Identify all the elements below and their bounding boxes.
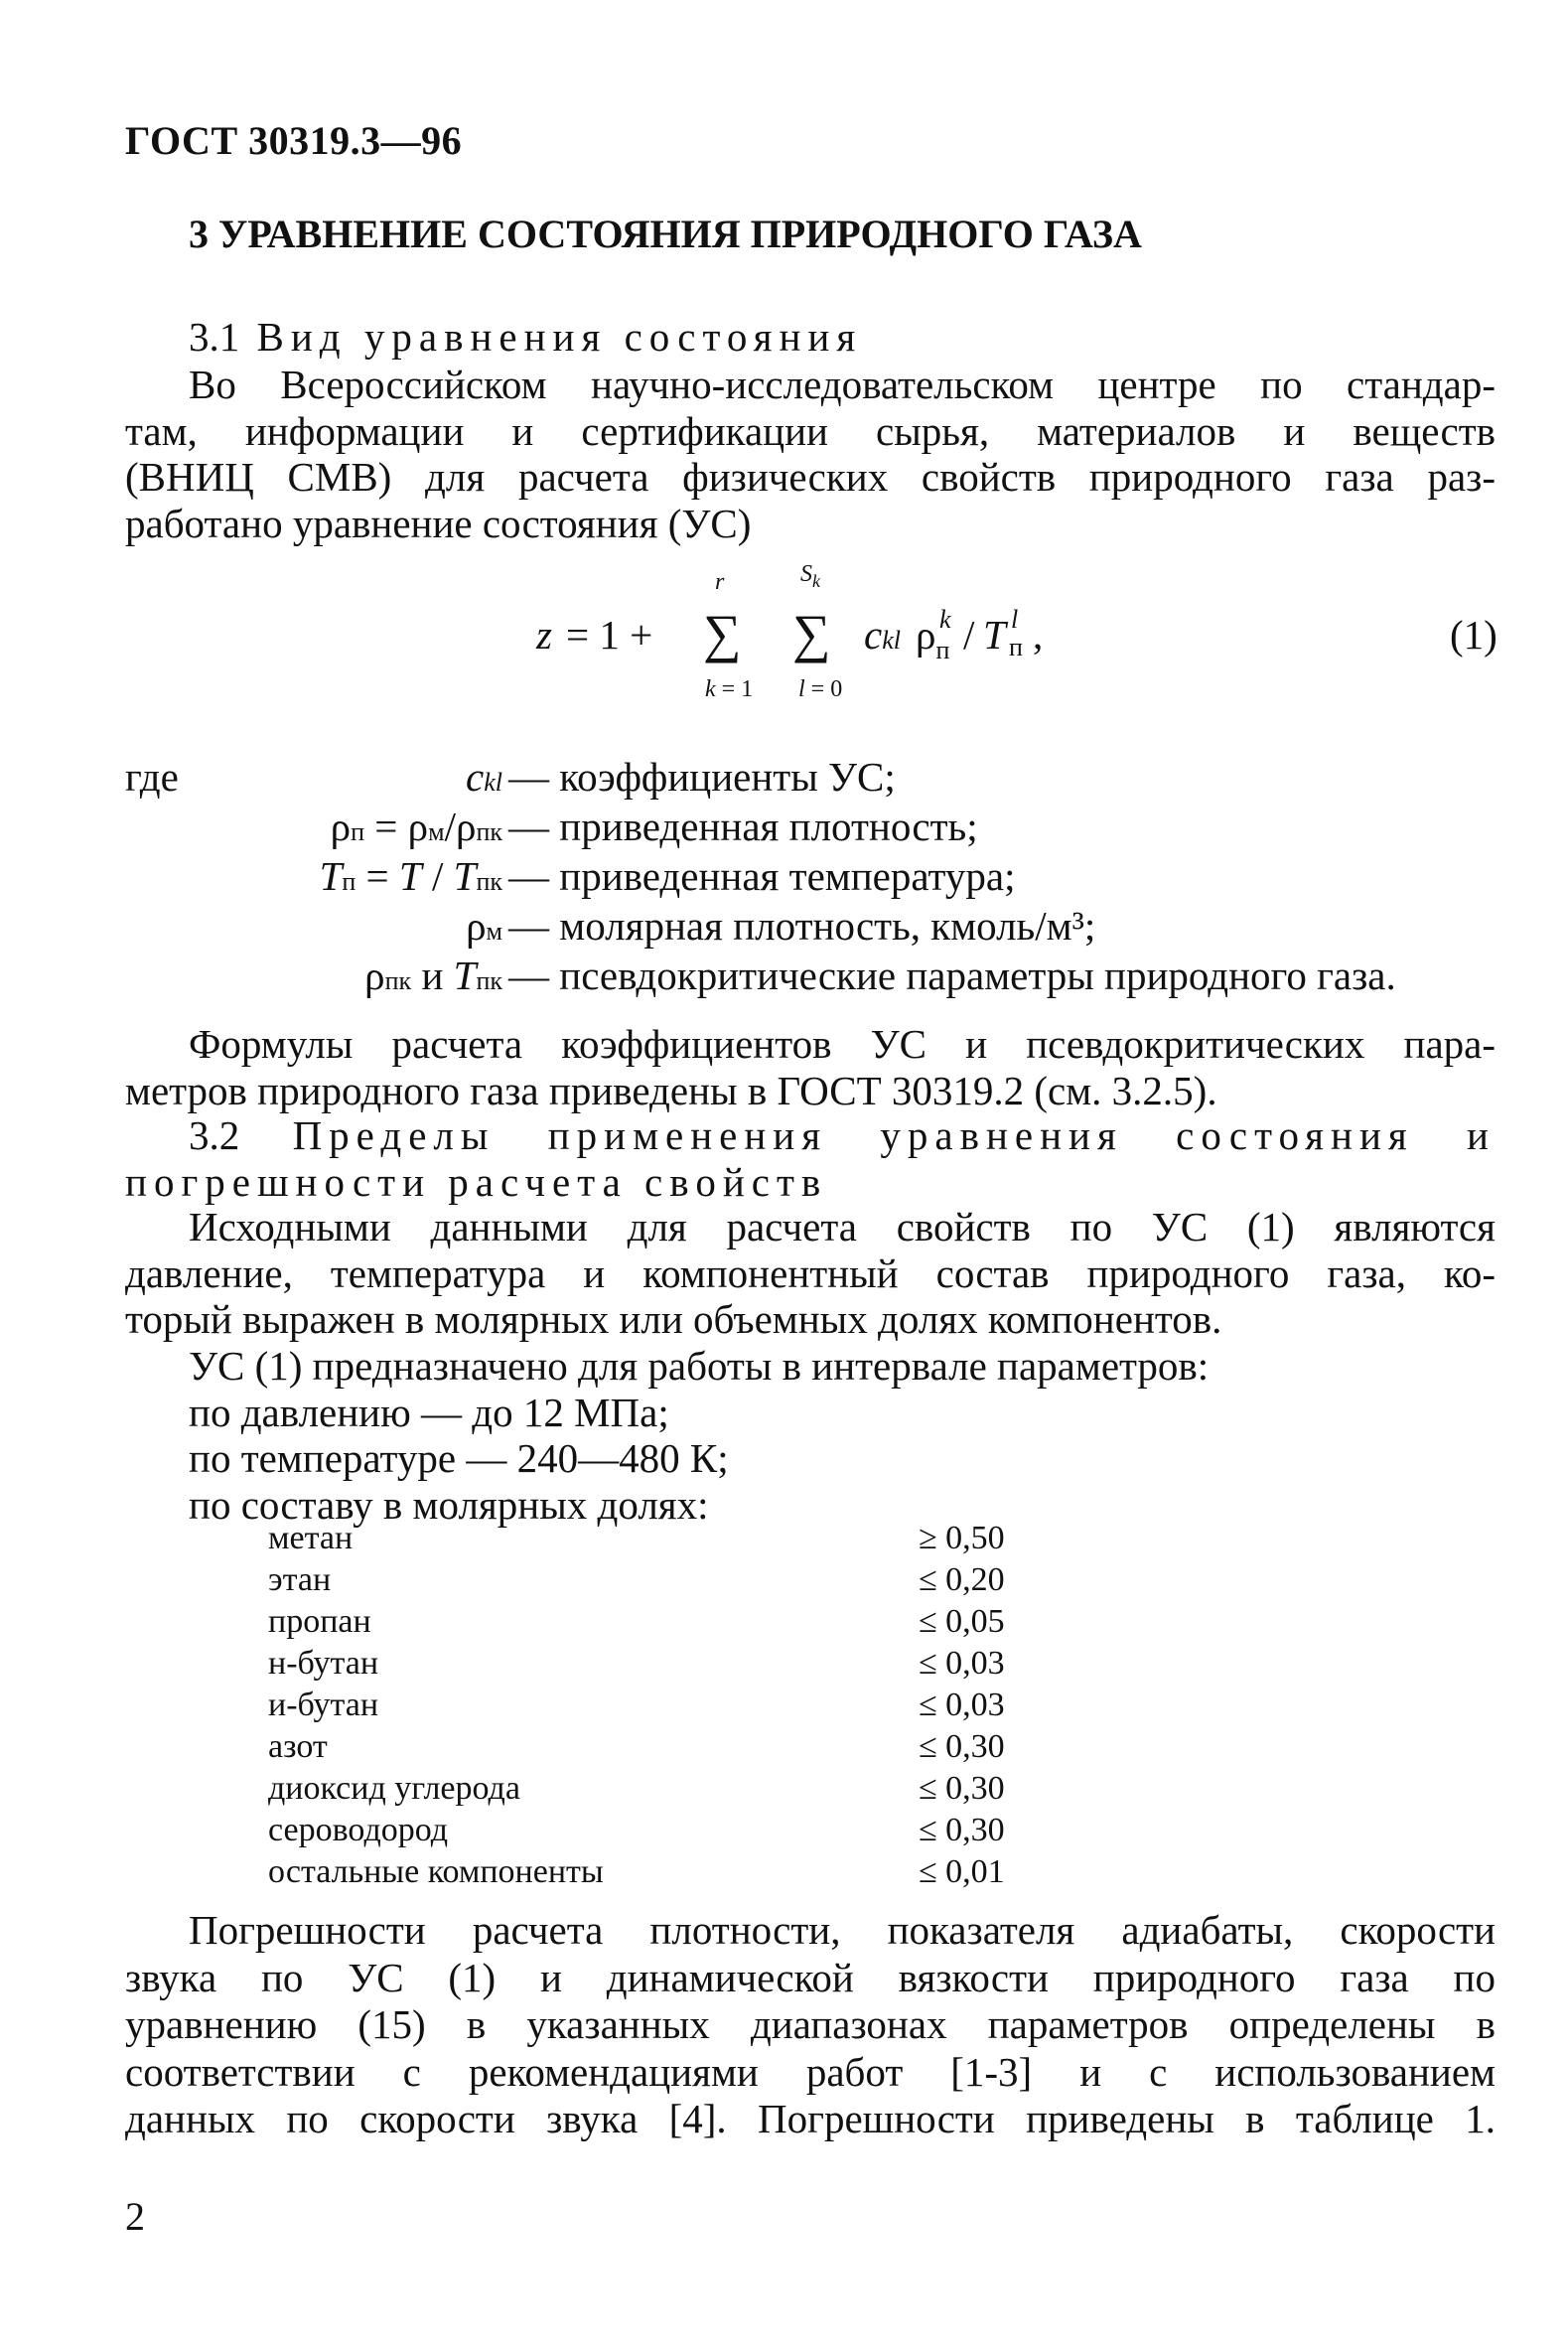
section-title: Вид уравнения состояния xyxy=(256,314,863,360)
range-item: по температуре — 240—480 К; xyxy=(189,1435,729,1481)
text-line: Погрешности расчета плотности, показателя адиабаты, скорости xyxy=(189,1907,1496,1953)
text-line: работано уравнение состояния (УС) xyxy=(125,500,752,546)
legend-desc: — приведенная плотность; xyxy=(508,804,978,849)
legend-term: ρм xyxy=(466,903,502,949)
text-line: звука по УС (1) и динамической вязкости природного газа по xyxy=(125,1954,1496,2000)
list-item: диоксид углерода ≤ 0,30 xyxy=(268,1770,1005,1807)
text-line: Формулы расчета коэффициентов УС и псевдокритических пара- xyxy=(189,1021,1496,1067)
list-item: азот ≤ 0,30 xyxy=(268,1728,1005,1765)
legend-desc: — коэффициенты УС; xyxy=(508,754,896,800)
legend-term: Tп = T / Tпк xyxy=(319,853,502,899)
legend-row xyxy=(125,753,1568,805)
chapter-title: 3 УРАВНЕНИЕ СОСТОЯНИЯ ПРИРОДНОГО ГАЗА xyxy=(189,212,1142,256)
legend-term: ckl xyxy=(466,754,502,800)
text-line: данных по скорости звука [4]. Погрешности приведены в таблице 1. xyxy=(125,2096,1496,2141)
composition-list xyxy=(268,1520,1063,1897)
paragraph-formulas xyxy=(125,1021,1496,1113)
legend-desc: — приведенная температура; xyxy=(508,853,1016,899)
paragraph-errors xyxy=(125,1907,1496,2143)
text-line: торый выражен в молярных или объемных долях компонентов. xyxy=(125,1296,1222,1342)
text-line: (ВНИЦ СМВ) для расчета физических свойств природного газа раз- xyxy=(125,454,1496,500)
text-line: давление, температура и компонентный состав природного газа, ко- xyxy=(125,1249,1496,1296)
heading-line: погрешности расчета свойств xyxy=(125,1158,828,1205)
legend-row xyxy=(125,852,1568,904)
text-line: уравнению (15) в указанных диапазонах параметров определены в xyxy=(125,2001,1496,2047)
list-item: пропан ≤ 0,05 xyxy=(268,1603,1005,1640)
legend-row xyxy=(125,952,1568,1003)
section-3-2-heading xyxy=(125,1112,1496,1205)
text-line: метров природного газа приведены в ГОСТ 30319.2 (см. 3.2.5). xyxy=(125,1067,1217,1113)
equation-number: (1) xyxy=(1450,612,1497,658)
list-item: этан ≤ 0,20 xyxy=(268,1561,1005,1598)
text-line: Во Всероссийском научно-исследовательском центре по стандар- xyxy=(189,362,1496,407)
legend-term: ρп = ρм/ρпк xyxy=(330,804,502,849)
text-line: там, информации и сертификации сырья, материалов и веществ xyxy=(125,407,1496,454)
paragraph-input-data xyxy=(125,1204,1496,1343)
text-line: соответствии с рекомендациями работ [1-3] и с использованием xyxy=(125,2048,1496,2095)
legend-desc: — молярная плотность, кмоль/м³; xyxy=(508,903,1096,949)
legend-row xyxy=(125,902,1568,954)
equation-1: r $S_k$ z = 1 + ∑ ∑ ckl $\rho_п$ k / T п l , k = 1 l = 0 (1) xyxy=(536,561,1497,702)
section-number: 3.1 xyxy=(189,314,240,360)
text-line: Исходными данными для расчета свойств по УС (1) являются xyxy=(189,1204,1496,1249)
heading-line: 3.2 Пределы применения уравнения состояния и xyxy=(189,1112,1497,1158)
range-item: по составу в молярных долях: xyxy=(189,1481,709,1528)
ranges-intro: УС (1) предназначено для работы в интервале параметров: xyxy=(189,1343,1210,1389)
page-number: 2 xyxy=(125,2194,145,2239)
legend-term: ρпк и Tпк xyxy=(364,953,502,998)
legend-row xyxy=(125,803,1568,854)
section-3-1-heading xyxy=(189,313,862,361)
list-item: сероводород ≤ 0,30 xyxy=(268,1812,1005,1848)
range-item: по давлению — до 12 МПа; xyxy=(189,1389,669,1435)
symbol-legend xyxy=(125,753,1535,1021)
list-item: н-бутан ≤ 0,03 xyxy=(268,1645,1005,1682)
legend-desc: — псевдокритические параметры природного газа. xyxy=(508,953,1396,998)
paragraph-vnic xyxy=(125,362,1496,546)
parameter-ranges xyxy=(189,1343,1209,1528)
list-item: метан ≥ 0,50 xyxy=(268,1520,1005,1556)
list-item: остальные компоненты ≤ 0,01 xyxy=(268,1853,1005,1890)
list-item: и-бутан ≤ 0,03 xyxy=(268,1687,1005,1723)
legend-where: где xyxy=(125,754,179,800)
document-code: ГОСТ 30319.3—96 xyxy=(125,118,463,163)
